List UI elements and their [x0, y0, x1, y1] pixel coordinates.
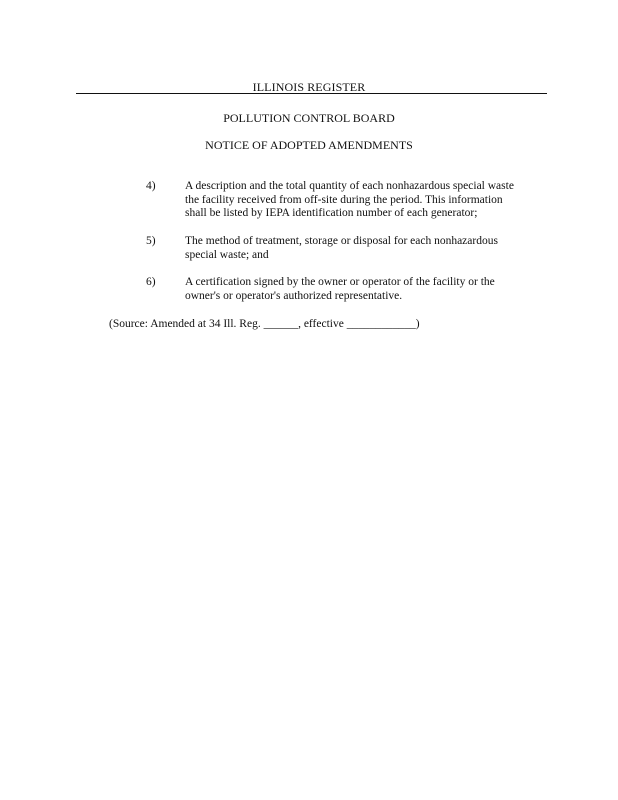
- item-text: [185, 235, 545, 262]
- board-name: POLLUTION CONTROL BOARD: [223, 111, 395, 125]
- item-text-line: The method of treatment, storage or disposal for each nonhazardous: [185, 235, 498, 247]
- header-divider: [76, 93, 547, 94]
- register-title: ILLINOIS REGISTER: [252, 80, 366, 94]
- item-text-line: the facility received from off-site during the period. This information: [185, 193, 503, 206]
- item-text: [185, 180, 545, 221]
- item-number: 5): [146, 235, 156, 247]
- item-text-line: A description and the total quantity of each nonhazardous special waste: [185, 180, 514, 192]
- item-text-line: special waste; and: [185, 248, 269, 261]
- source-note: (Source: Amended at 34 Ill. Reg. ______, effective ____________): [109, 318, 420, 330]
- item-number: 4): [146, 180, 156, 192]
- notice-title: NOTICE OF ADOPTED AMENDMENTS: [205, 138, 413, 152]
- item-text-line: shall be listed by IEPA identification number of each generator;: [185, 207, 478, 219]
- item-text-line: A certification signed by the owner or operator of the facility or the: [185, 276, 495, 288]
- item-text-line: owner's or operator's authorized representative.: [185, 289, 403, 302]
- item-text: [185, 276, 545, 303]
- item-number: 6): [146, 276, 156, 288]
